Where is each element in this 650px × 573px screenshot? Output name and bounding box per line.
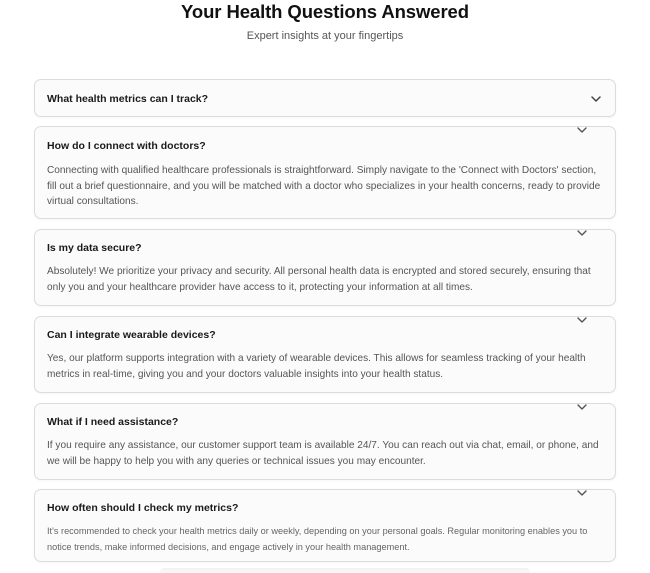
faq-question[interactable]: How do I connect with doctors? — [47, 140, 206, 152]
chevron-down-icon[interactable] — [576, 127, 588, 135]
faq-item-connect-doctors[interactable] — [34, 126, 616, 219]
faq-question[interactable]: How often should I check my metrics? — [47, 502, 239, 514]
faq-answer: If you require any assistance, our customer support team is available 24/7. You can reach out via chat, email, or phone, and we will be happy to help you with any queries or technical issues you may encounter. — [47, 440, 599, 467]
faq-question[interactable]: Is my data secure? — [47, 242, 142, 254]
faq-question[interactable]: What if I need assistance? — [47, 416, 179, 428]
chevron-down-icon[interactable] — [576, 230, 588, 238]
page-subtitle: Expert insights at your fingertips — [246, 30, 404, 42]
faq-item-assistance[interactable] — [34, 403, 616, 480]
chevron-down-icon[interactable] — [576, 404, 588, 412]
bottom-edge — [160, 568, 530, 573]
faq-question[interactable]: What health metrics can I track? — [47, 93, 209, 105]
faq-question[interactable]: Can I integrate wearable devices? — [47, 329, 216, 341]
chevron-down-icon[interactable] — [576, 490, 588, 498]
faq-answer: Yes, our platform supports integration with a variety of wearable devices. This allows for seamless tracking of your health metrics in real-time, giving you and your doctors valuable insights into your health status. — [47, 353, 586, 380]
chevron-down-icon[interactable] — [576, 317, 588, 325]
faq-answer: It's recommended to check your health metrics daily or weekly, depending on your personal goals. Regular monitoring enables you to notice trends, make informed decisions, and engage actively in your health management. — [47, 526, 588, 552]
faq-item-data-secure[interactable] — [34, 229, 616, 306]
chevron-down-icon[interactable] — [590, 95, 602, 103]
page-title: Your Health Questions Answered — [181, 1, 469, 22]
faq-item-check-frequency[interactable] — [34, 489, 616, 562]
faq-answer: Connecting with qualified healthcare professionals is straightforward. Simply navigate to the 'Connect with Doctors' section, fill out a brief questionnaire, and you will be matched with a doctor who specializes in your health concerns, ready to provide virtual consultations. — [47, 165, 601, 207]
faq-item-health-metrics[interactable] — [34, 79, 616, 117]
faq-item-wearable-devices[interactable] — [34, 316, 616, 393]
faq-answer: Absolutely! We prioritize your privacy and security. All personal health data is encrypted and stored securely, ensuring that only you and your healthcare provider have access to it, protecting your information at all times. — [47, 266, 591, 293]
